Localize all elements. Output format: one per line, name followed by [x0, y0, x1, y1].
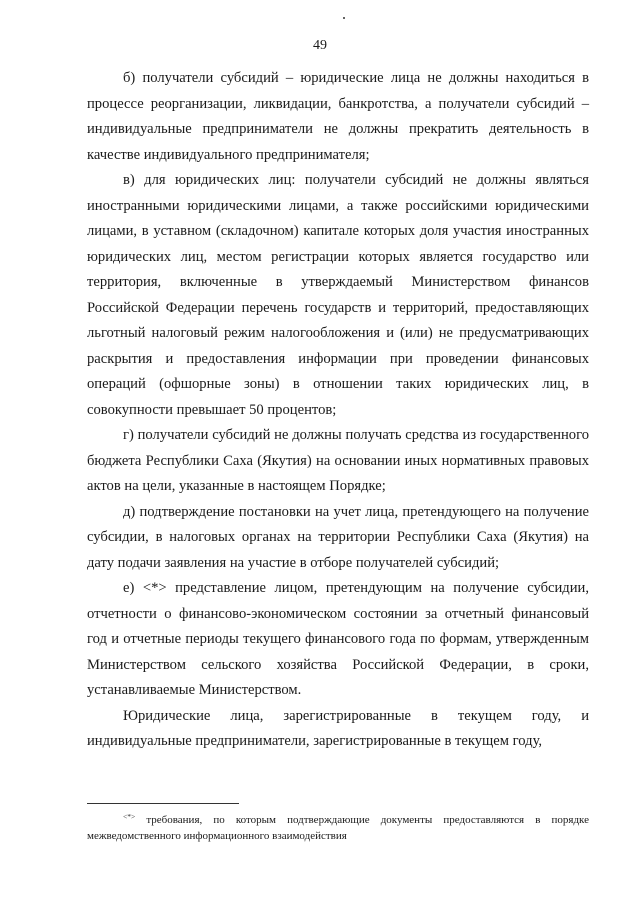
scan-speck: [343, 17, 345, 19]
page-number: 49: [313, 38, 327, 53]
document-body: [87, 66, 589, 755]
footnote-separator: [87, 803, 239, 804]
paragraph-b: б) получатели субсидий – юридические лица не должны находиться в процессе реорганизации, ликвидации, банкротства, а получатели субсидий – индивидуальные предприниматели не должны прекратить деятельность в качестве индивидуального предпринимателя;: [87, 70, 589, 163]
footnote-text: требования, по которым подтверждающие документы предоставляются в порядке межведомственного информационного взаимодействия: [87, 814, 589, 842]
paragraph-d: д) подтверждение постановки на учет лица, претендующего на получение субсидии, в налоговых органах на территории Республики Саха (Якутия) на дату подачи заявления на участие в отборе получателей субсидий;: [87, 503, 589, 571]
footnote: [87, 812, 589, 844]
paragraph-legal-entities: Юридические лица, зарегистрированные в текущем году, и индивидуальные предприниматели, зарегистрированные в текущем году,: [87, 707, 589, 749]
paragraph-g: г) получатели субсидий не должны получать средства из государственного бюджета Республики Саха (Якутия) на основании иных нормативных правовых актов на цели, указанные в настоящем Порядке;: [87, 427, 589, 494]
paragraph-v: в) для юридических лиц: получатели субсидий не должны являться иностранными юридическими лицами, а также российскими юридическими лицами, в уставном (складочном) капитале которых доля участия иностранных юридических лиц, местом регистрации которых является государство или территория, включенные в утверждаемый Министерством финансов Российской Федерации перечень государств и территорий, предоставляющих льготный налоговый режим налогообложения и (или) не предусматривающих раскрытия и предоставления информации при проведении финансовых операций (офшорные зоны) в отношении таких юридических лиц, в совокупности превышает 50 процентов;: [87, 172, 589, 418]
paragraph-e: е) <*> представление лицом, претендующим на получение субсидии, отчетности о финансово-экономическом состоянии за отчетный финансовый год и отчетные периоды текущего финансового года по формам, утвержденным Министерством сельского хозяйства Российской Федерации, в сроки, устанавливаемые Министерством.: [87, 580, 589, 698]
footnote-marker: <*>: [123, 812, 136, 821]
